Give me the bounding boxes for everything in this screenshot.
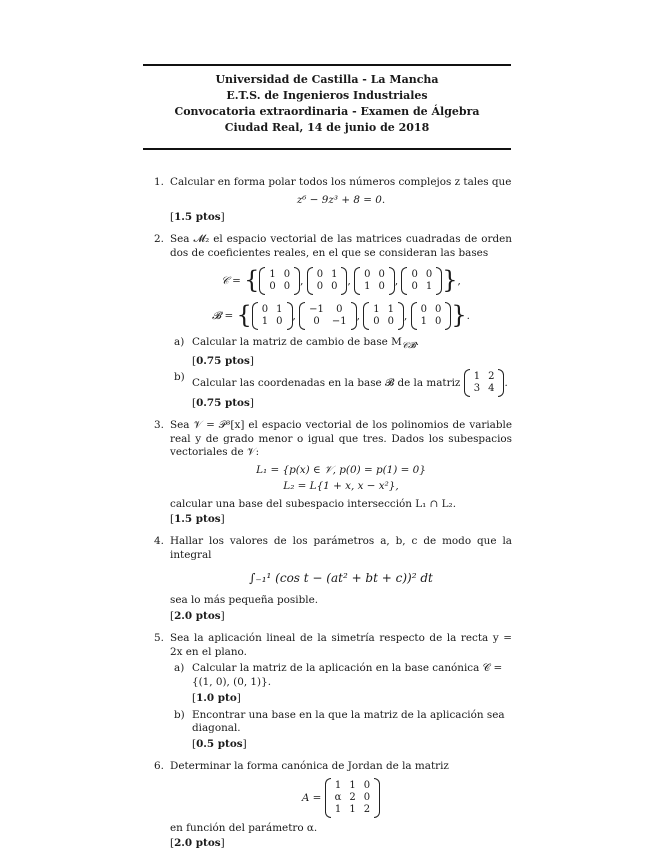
- subspace-l2: L₂ = L{1 + x, x − x²},: [283, 479, 399, 492]
- matrix-entry: 0: [378, 268, 385, 280]
- subquestion-label: a): [174, 336, 185, 349]
- matrix-a-label: A =: [301, 791, 322, 804]
- matrix-entry: 0: [261, 304, 269, 316]
- matrix-a-display: [170, 780, 512, 816]
- header-rule-bottom: [143, 148, 511, 150]
- matrix-entry: 0: [411, 280, 418, 292]
- matrix-entry: 0: [331, 280, 338, 292]
- matrix-m-grid: [464, 371, 505, 395]
- question-2b: b) Calcular las coordenadas en la base 𝓑 de la matriz 1 2 3 4 . [0.75 ptos]: [170, 371, 512, 411]
- subquestion-label: b): [174, 708, 185, 721]
- question-5: [150, 632, 512, 752]
- matrix-entry: 1: [331, 268, 338, 280]
- subquestion-text: Calcular la matriz de cambio de base M: [192, 336, 402, 349]
- question-text: Sea 𝓜₂ el espacio vectorial de las matrices cuadradas de orden dos de coeficientes reales, en el que se consideran las bases: [170, 233, 512, 259]
- matrix-entry: 0: [363, 779, 371, 791]
- matrix-entry: 1: [473, 371, 481, 383]
- matrix-entry: 0: [373, 316, 380, 328]
- matrix-entry: 3: [473, 383, 481, 395]
- question-text: Determinar la forma canónica de Jordan de la matriz: [170, 759, 449, 772]
- subquestion-text: Calcular las coordenadas en la base 𝓑 de la matriz: [192, 377, 461, 390]
- question-5a: [170, 662, 512, 705]
- matrix-entry: α: [334, 791, 342, 803]
- matrix-entry: 0: [283, 280, 291, 292]
- matrix-entry: 4: [488, 383, 495, 395]
- question-2a: a) Calcular la matriz de cambio de base $M_{𝒞𝓑}$. [0.75 ptos]: [170, 336, 512, 368]
- matrix-entry: 1: [334, 803, 342, 815]
- subquestion-text: Encontrar una base en la que la matriz de la aplicación sea diagonal.: [192, 708, 505, 735]
- matrix-entry: 2: [488, 371, 495, 383]
- basis-c: 𝒞 = { 1 0 0 0 , 0 1 0 0 , 0 0 1 0 , 0 0 0 1 },: [221, 265, 461, 294]
- matrix-entry: 0: [276, 316, 283, 328]
- matrix-entry: 0: [269, 280, 276, 292]
- matrix-entry: 1: [387, 304, 395, 316]
- question-text: Sea la aplicación lineal de la simetría respecto de la recta y = 2x en el plano.: [170, 631, 512, 658]
- subquestion-subscript: 𝒞𝓑: [401, 341, 416, 352]
- matrix-entry: 0: [435, 316, 442, 328]
- basis-c-matrix: [259, 269, 300, 293]
- question-4: [150, 535, 512, 624]
- matrix-entry: 0: [420, 304, 427, 316]
- basis-b-matrix: [252, 304, 293, 328]
- header-university: Universidad de Castilla - La Mancha: [215, 73, 439, 86]
- basis-b-matrix: [299, 304, 357, 328]
- subquestion-points: [0.75 ptos]: [192, 397, 254, 410]
- question-points: [2.0 ptos]: [170, 837, 225, 850]
- matrix-entry: 0: [313, 316, 320, 328]
- matrix-entry: −1: [331, 316, 347, 328]
- matrix-entry: 0: [336, 304, 343, 316]
- header-exam: Convocatoria extraordinaria - Examen de Álgebra: [174, 105, 480, 118]
- subquestion-label: b): [174, 371, 185, 384]
- basis-c-matrix: [354, 269, 395, 293]
- question-text: Calcular en forma polar todos los números complejos z tales que: [170, 176, 512, 188]
- question-text: Hallar los valores de los parámetros a, b, c de modo que la integral: [170, 535, 512, 561]
- question-points: [1.5 ptos]: [170, 513, 225, 526]
- matrix-entry: 1: [334, 779, 342, 791]
- question-number: 5.: [154, 631, 164, 644]
- header-rule-top: [143, 64, 511, 66]
- basis-b: 𝓑 = { 0 1 1 0 , −1 0 0 −1 , 1 1 0 0 , 0 0 1 0 }.: [212, 301, 470, 330]
- question-5b: [170, 709, 512, 752]
- integral-expression: ∫₋₁¹ (cos t − (at² + bt + c))² dt: [249, 570, 433, 585]
- question-followup: calcular una base del subespacio intersección L₁ ∩ L₂.: [170, 497, 457, 510]
- matrix-entry: 0: [364, 268, 371, 280]
- matrix-entry: 0: [283, 268, 291, 280]
- matrix-entry: 1: [269, 268, 276, 280]
- matrix-entry: 0: [378, 280, 385, 292]
- matrix-entry: −1: [309, 304, 324, 316]
- basis-b-matrix: [411, 304, 452, 328]
- header-school: E.T.S. de Ingenieros Industriales: [226, 89, 428, 102]
- matrix-entry: 1: [261, 316, 269, 328]
- basis-c-label: 𝒞 =: [221, 274, 241, 287]
- exam-body: [150, 176, 512, 851]
- question-points: [2.0 ptos]: [170, 610, 225, 623]
- subquestion-points: [1.0 pto]: [192, 691, 241, 704]
- matrix-entry: 0: [435, 304, 442, 316]
- matrix-entry: 0: [425, 268, 433, 280]
- question-followup: sea lo más pequeña posible.: [170, 594, 319, 607]
- matrix-a: [325, 779, 381, 815]
- matrix-entry: 2: [349, 791, 356, 803]
- matrix-entry: 1: [349, 779, 356, 791]
- subquestion-text: Calcular la matriz de la aplicación en la base canónica 𝒞 = {(1, 0), (0, 1)}.: [192, 662, 503, 689]
- question-points: [1.5 ptos]: [170, 211, 225, 224]
- matrix-entry: 1: [276, 304, 283, 316]
- basis-c-matrix: [401, 269, 442, 293]
- subquestion-points: [0.5 ptos]: [192, 738, 247, 751]
- basis-b-label: 𝓑 =: [212, 310, 234, 323]
- question-equation: z⁶ − 9z³ + 8 = 0.: [296, 193, 386, 206]
- question-6: [150, 760, 512, 851]
- question-followup: en función del parámetro α.: [170, 821, 318, 834]
- question-number: 2.: [154, 233, 164, 246]
- matrix-entry: 0: [316, 280, 324, 292]
- question-number: 1.: [154, 176, 164, 188]
- matrix-entry: 0: [363, 791, 371, 803]
- matrix-m: [464, 371, 505, 395]
- matrix-entry: 1: [425, 280, 433, 292]
- question-3: [150, 419, 512, 527]
- matrix-a-grid: [325, 780, 381, 816]
- question-text: Sea 𝒱 = 𝒫³[x] el espacio vectorial de los polinomios de variable real y de grado menor o igual que tres. Dados los subespacios vectoriales de 𝒱:: [170, 419, 512, 459]
- subspace-l1: L₁ = {p(x) ∈ 𝒱, p(0) = p(1) = 0}: [256, 464, 426, 477]
- matrix-entry: 1: [349, 803, 356, 815]
- matrix-entry: 1: [364, 280, 371, 292]
- header-date: Ciudad Real, 14 de junio de 2018: [224, 121, 430, 134]
- question-number: 6.: [154, 759, 164, 772]
- matrix-entry: 2: [363, 803, 371, 815]
- matrix-entry: 1: [420, 316, 427, 328]
- matrix-entry: 1: [373, 304, 380, 316]
- subquestion-label: a): [174, 662, 185, 675]
- subquestion-points: [0.75 ptos]: [192, 354, 254, 367]
- question-number: 4.: [154, 535, 164, 548]
- matrix-entry: 0: [387, 316, 395, 328]
- matrix-entry: 0: [411, 268, 418, 280]
- question-1: [150, 176, 512, 225]
- basis-c-matrix: [307, 269, 348, 293]
- basis-b-matrix: [363, 304, 404, 328]
- matrix-entry: 0: [316, 268, 324, 280]
- question-number: 3.: [154, 419, 164, 431]
- exam-header: [143, 72, 511, 136]
- question-2: [150, 233, 512, 411]
